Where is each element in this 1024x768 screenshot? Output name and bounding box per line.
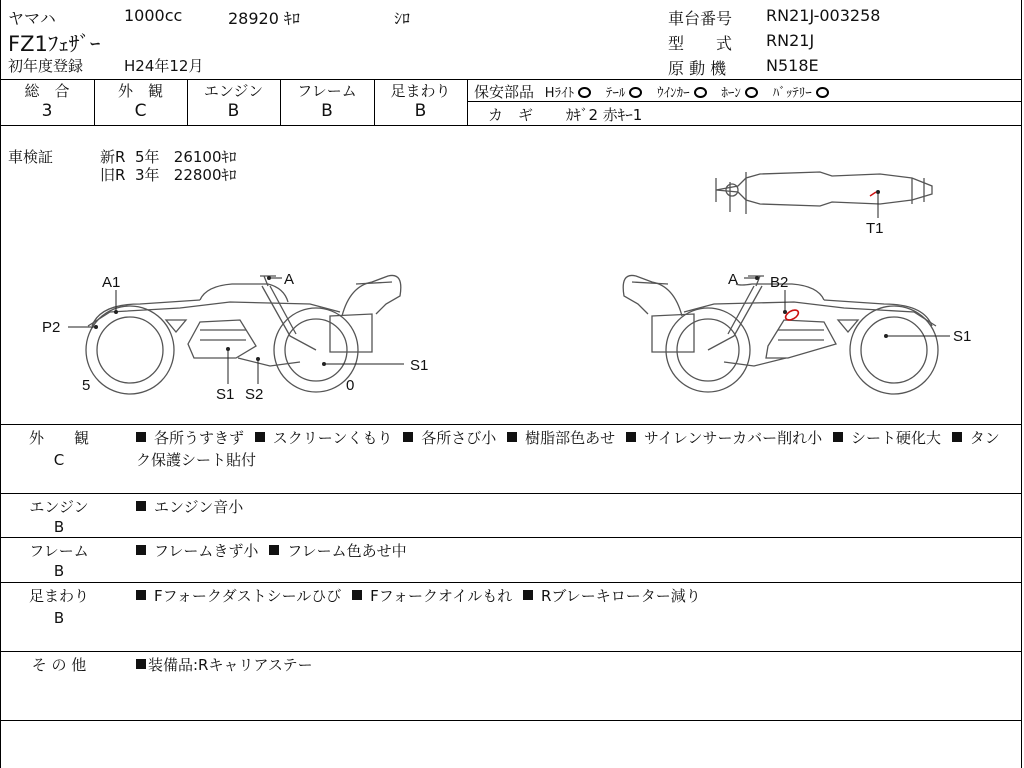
remark-items: 装備品:Rキャリアステー <box>136 654 1016 676</box>
engine-no-value: N518E <box>766 56 819 75</box>
frame-no-label: 車台番号 <box>668 9 733 28</box>
label-p2: P2 <box>42 319 61 336</box>
safety-item-headlight: Hﾗｲﾄ <box>545 83 595 101</box>
frame-no-value: RN21J-003258 <box>766 6 881 25</box>
remark-row-frame <box>0 540 1022 582</box>
safety-parts <box>474 81 833 102</box>
suspension-value: B <box>414 101 427 121</box>
remark-grade: B <box>53 609 65 627</box>
remark-grade: B <box>53 518 65 536</box>
safety-label: 保安部品 <box>474 83 535 101</box>
remark-row-other <box>0 654 1022 720</box>
ok-circle-icon <box>816 87 829 98</box>
color: ｼﾛ <box>394 9 411 28</box>
safety-item-tail: ﾃｰﾙ <box>606 83 647 101</box>
type-value: RN21J <box>766 31 815 50</box>
inspection-new: 新R 5年 26100ｷﾛ <box>100 148 237 166</box>
remark-category: 足まわり <box>28 587 89 605</box>
engine-value: B <box>227 101 240 121</box>
remark-grade: B <box>53 562 65 580</box>
label-s1-bottom: S1 <box>216 386 235 403</box>
suspension-label: 足まわり <box>390 82 451 100</box>
safety-item-horn: ﾎｰﾝ <box>721 83 762 101</box>
maker: ヤマハ <box>8 9 56 28</box>
remark-items: 各所うすきず スクリーンくもり 各所さび小 樹脂部色あせ サイレンサーカバー削れ小 シート硬化大 タンク保護シート貼付 <box>136 429 1000 469</box>
type-label: 型 式 <box>668 34 733 53</box>
diagram-labels <box>42 220 971 403</box>
label-s2: S2 <box>245 386 264 403</box>
label-a1: A1 <box>102 274 121 291</box>
right-side-view <box>623 275 938 394</box>
ok-circle-icon <box>578 87 591 98</box>
label-s1-left: S1 <box>410 357 429 374</box>
ok-circle-icon <box>745 87 758 98</box>
remark-row-exterior <box>0 427 1022 493</box>
remark-grade: C <box>53 451 65 469</box>
exterior-value: C <box>134 101 147 121</box>
remark-items: エンジン音小 <box>136 496 1016 518</box>
remark-category: エンジン <box>29 498 89 516</box>
top-view <box>716 172 932 214</box>
label-t1: T1 <box>866 220 884 237</box>
label-a-left: A <box>284 271 295 288</box>
key-value: ｶｷﾞ2 赤ｷｰ1 <box>566 106 643 124</box>
safety-item-winker: ｳｲﾝｶｰ <box>657 83 711 101</box>
safety-item-battery: ﾊﾞｯﾃﾘｰ <box>773 83 833 101</box>
remark-category: フレーム <box>29 542 89 560</box>
first-registration-label: 初年度登録 <box>8 57 84 75</box>
exterior-label: 外 観 <box>117 82 163 100</box>
label-a-right: A <box>728 271 739 288</box>
key-label: カ ギ <box>488 106 534 124</box>
engine-no-label: 原 動 機 <box>668 59 727 78</box>
remark-items: Fフォークダストシールひび Fフォークオイルもれ Rブレーキローター減り <box>136 585 1016 607</box>
mileage: 28920 ｷﾛ <box>228 9 300 28</box>
remark-category: そ の 他 <box>31 656 87 674</box>
label-s1-right: S1 <box>953 328 972 345</box>
engine-label: エンジン <box>203 82 264 100</box>
remark-items: フレームきず小 フレーム色あせ中 <box>136 540 1016 562</box>
ok-circle-icon <box>694 87 707 98</box>
first-registration-value: H24年12月 <box>124 57 204 75</box>
frame-value: B <box>321 101 333 121</box>
frame-label: フレーム <box>297 82 357 100</box>
remark-row-suspension <box>0 585 1022 651</box>
displacement: 1000cc <box>124 6 183 25</box>
inspection-old: 旧R 3年 22800ｷﾛ <box>100 166 237 184</box>
label-b2: B2 <box>770 274 789 291</box>
inspection-label: 車検証 <box>8 148 54 166</box>
label-0: 0 <box>346 377 355 394</box>
model-name: FZ1ﾌｪｻﾞｰ <box>8 32 101 56</box>
overall-value: 3 <box>41 101 53 121</box>
ok-circle-icon <box>629 87 642 98</box>
remark-row-engine <box>0 496 1022 537</box>
remark-category: 外 観 <box>28 429 89 447</box>
overall-label: 総 合 <box>24 82 70 100</box>
label-5: 5 <box>82 377 91 394</box>
motorcycle-damage-diagram <box>0 126 1022 423</box>
